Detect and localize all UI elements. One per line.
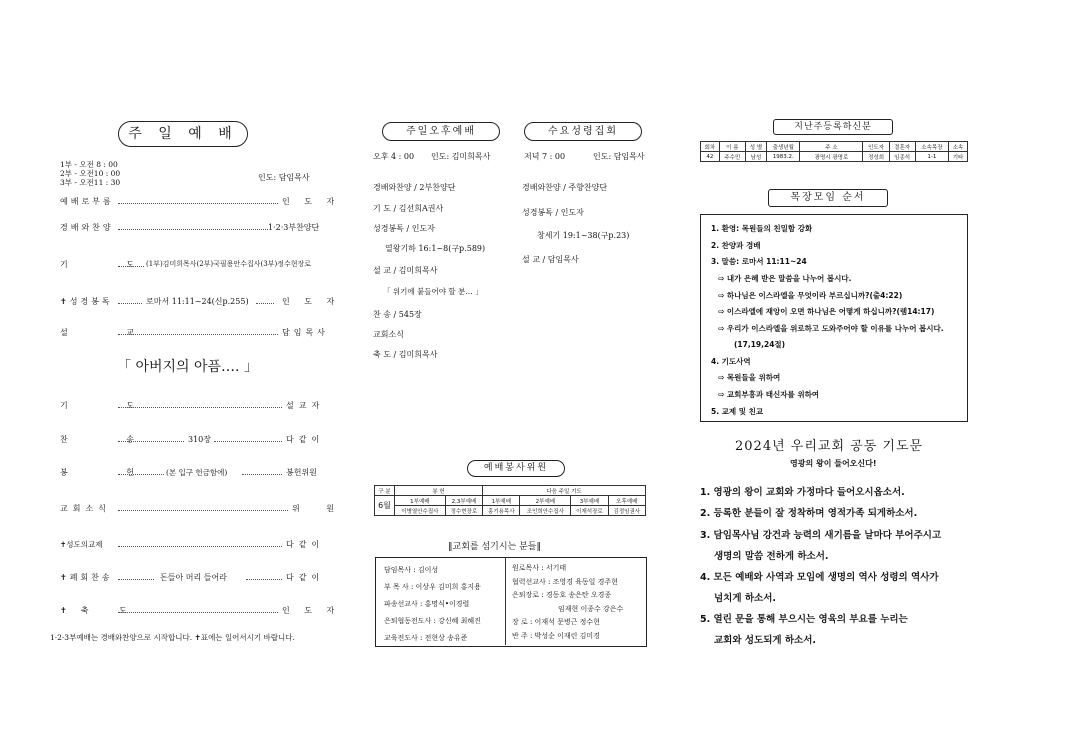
order-right: 다같이 [286, 540, 325, 549]
order-mid: 돈들아 머리 들어라 [160, 573, 227, 582]
cell-item: 3. 말씀: 로마서 11:11~24 [711, 257, 807, 266]
order-right: 다같이 [286, 573, 325, 582]
dotted-leader [118, 266, 144, 267]
dotted-leader [256, 303, 274, 304]
staff-line: 협력선교사 : 조영경 육동일 경주현 [512, 577, 618, 586]
dotted-leader [118, 407, 282, 408]
dotted-leader [118, 203, 278, 204]
pm-order-item: 찬 송 / 545장 [373, 310, 422, 319]
order-right: 담임목사 [282, 328, 329, 337]
wed-leader: 인도: 담임목사 [593, 152, 645, 161]
prayer-line: 생명의 말씀 전하게 하소서. [714, 551, 829, 562]
pm-leader: 인도: 김미희목사 [431, 152, 491, 161]
cell-meeting-title: 목장모임 순서 [768, 189, 888, 207]
dotted-leader [118, 579, 154, 580]
sub-cell: 1부예배 [483, 496, 520, 506]
staff-line: 은퇴협동전도사 : 강신혜 최혜진 [384, 617, 481, 625]
order-right: 다같이 [286, 435, 325, 444]
newcomer-header: 소속 [949, 142, 968, 152]
order-right: 설교자 [286, 401, 325, 410]
order-label: ✝성경봉독 [60, 297, 113, 306]
dotted-leader [118, 612, 278, 613]
cell-item: ⇨ 이스라엘에 재앙이 오면 하나님은 어떻게 하십니까?(렘14:17) [718, 307, 935, 316]
prayer-title: 2024년 우리교회 공동 기도문 [735, 439, 924, 454]
prayer-line: 교회와 성도되게 하소서. [714, 635, 816, 646]
order-right: 인 도 자 [282, 297, 341, 306]
sunday-service-title: 주 일 예 배 [118, 121, 248, 147]
sub-cell: 2부예배 [520, 496, 571, 506]
header-cell: 구 분 [375, 486, 395, 496]
newcomer-cell: 1983.2. [767, 152, 800, 162]
order-label: ✝축 도 [60, 606, 141, 615]
order-label: 기 도 [60, 401, 162, 410]
afternoon-service-title: 주일오후예배 [382, 122, 500, 141]
staff-right-list [512, 562, 623, 643]
wednesday-service-title: 수요성령집회 [524, 122, 642, 141]
newcomer-header: 소속목장 [915, 142, 948, 152]
cell-item: 1. 환영: 목원들의 친밀함 강화 [711, 224, 813, 233]
prayer-line: 3. 담임목사님 강건과 능력의 새기름을 날마다 부어주시고 [700, 530, 942, 541]
order-label: 교회소식 [60, 504, 111, 513]
pm-order-item: 열왕기하 16:1~8(구p.589) [385, 244, 486, 253]
cell-item: 5. 교제 및 친교 [711, 407, 764, 416]
time-2: 2부 - 오전10 : 00 [60, 169, 121, 178]
staff-divider [505, 557, 506, 645]
cell-item: 4. 기도사역 [711, 357, 751, 366]
header-cell: 다음 주일 기도 [483, 486, 646, 496]
order-mid: (1부)김미희목사(2부)국필용안수집사(3부)정수현장로 [146, 260, 311, 268]
order-label: ✝폐회찬송 [60, 573, 113, 582]
sub-cell: 2,3부예배 [445, 496, 482, 506]
sub-cell: 3부예배 [571, 496, 608, 506]
order-mid: 310장 [188, 435, 211, 444]
newcomer-cell: 42 [701, 152, 720, 162]
dotted-leader [118, 334, 278, 335]
pm-order-item: 설 교 / 김미희목사 [373, 266, 438, 275]
cell-item: ⇨ 우리가 이스라엘을 위로하고 도와주어야 할 이유를 나누어 봅시다. [718, 324, 944, 333]
newcomer-cell: 기타 [949, 152, 968, 162]
sunday-leader: 인도: 담임목사 [258, 173, 310, 182]
staff-title: ‖교회를 섬기시는 분들‖ [448, 542, 541, 552]
prayer-line: 1. 영광의 왕이 교회와 가정마다 들어오시옵소서. [700, 487, 905, 498]
order-right: 위 원 [292, 504, 346, 513]
newcomer-cell: 주수민 [719, 152, 745, 162]
prayer-line: 2. 등록한 분들이 잘 정착하며 영적가족 되게하소서. [700, 508, 918, 519]
newcomer-header: 출생년월 [767, 142, 800, 152]
newcomer-header: 이 름 [719, 142, 745, 152]
staff-title-text: 교회를 섬기시는 분들 [452, 542, 537, 552]
order-mid: (본 입구 헌금함에) [166, 468, 228, 477]
wed-order-item: 설 교 / 담임목사 [522, 255, 579, 264]
newcomer-cell: 1-1 [915, 152, 948, 162]
order-label: 경배와찬양 [60, 223, 114, 232]
staff-line: 임재현 이종수 강은수 [558, 604, 624, 613]
cell-item: 2. 찬양과 경배 [711, 241, 761, 250]
pm-order-item: 축 도 / 김미희목사 [373, 350, 438, 359]
newcomers-title: 지난주등록하신분 [773, 119, 893, 135]
service-volunteers-title: 예배봉사위원 [467, 460, 565, 477]
prayer-line: 4. 모든 예배와 사역과 모임에 생명의 역사 성령의 역사가 [700, 572, 939, 583]
prayer-line: 5. 열린 문을 통해 부으시는 영육의 부요를 누리는 [700, 614, 908, 625]
staff-line: 장 로 : 이재석 문병근 정수현 [512, 618, 600, 626]
order-right: 인 도 자 [282, 197, 341, 206]
dotted-leader [214, 441, 282, 442]
order-label: 예배로부름 [60, 197, 114, 206]
order-label: ✝성도의교제 [60, 540, 103, 549]
cell-item: ⇨ 목원들을 위하여 [718, 373, 781, 382]
dotted-leader [118, 229, 268, 230]
prayer-line: 넘치게 하소서. [714, 593, 776, 604]
time-1: 1부 - 오전 8 : 00 [60, 160, 118, 169]
cell-item: ⇨ 내가 은혜 받은 말씀을 나누어 봅시다. [718, 274, 852, 283]
newcomer-header: 주 소 [800, 142, 863, 152]
staff-line: 원로목사 : 서기태 [512, 564, 567, 572]
dotted-leader [118, 303, 142, 304]
staff-line: 파송선교사 : 홍명식•이경렬 [384, 600, 470, 608]
time-3: 3부 - 오전11 : 30 [60, 178, 121, 187]
name-cell: 이재석장로 [571, 506, 608, 516]
newcomer-cell: 정성희 [863, 152, 889, 162]
sermon-title: 「 아버지의 아픔…. 」 [117, 359, 258, 375]
name-cell: 김정임권사 [608, 506, 645, 516]
newcomer-cell: 광명시 광명로 [800, 152, 863, 162]
wed-order-item: 성경봉독 / 인도자 [522, 208, 584, 217]
dotted-leader [118, 441, 184, 442]
cell-item: ⇨ 하나님은 이스라엘을 무엇이라 부르십니까?(출4:22) [718, 291, 903, 300]
newcomer-cell: 임종석 [889, 152, 915, 162]
sub-cell: 오후예배 [608, 496, 645, 506]
month-cell: 6월 [375, 496, 395, 516]
pm-order-item: 교회소식 [373, 330, 404, 339]
prayer-subtitle: 영광의 왕이 들어오신다! [790, 459, 877, 468]
header-cell: 봉 헌 [394, 486, 482, 496]
dotted-leader [242, 474, 282, 475]
name-cell: 조인희안수집사 [520, 506, 571, 516]
staff-line: 은퇴장로 : 경동호 송은탄 오경종 [512, 591, 612, 599]
sub-cell: 1부예배 [394, 496, 445, 506]
service-times [60, 160, 120, 187]
volunteers-table [374, 485, 646, 516]
pm-order-item: 기 도 / 김선희A권사 [373, 204, 444, 213]
dotted-leader [118, 510, 288, 511]
wed-time: 저녁 7 : 00 [524, 152, 566, 161]
order-right: 봉헌위원 [286, 468, 317, 477]
newcomer-cell: 남성 [745, 152, 766, 162]
newcomer-header: 결혼자 [889, 142, 915, 152]
name-cell: 홍기용목사 [483, 506, 520, 516]
newcomer-header: 성 별 [745, 142, 766, 152]
name-cell: 정수현장로 [445, 506, 482, 516]
dotted-leader [118, 474, 164, 475]
order-right: 인 도 자 [282, 606, 341, 615]
newcomers-table [700, 141, 968, 162]
footnote: 1·2·3부예배는 경배와찬양으로 시작합니다. ✝표에는 일어서시기 바랍니다. [50, 633, 295, 642]
pm-time: 오후 4 : 00 [373, 152, 415, 161]
order-label: 설 교 [60, 328, 162, 337]
staff-line: 부 목 사 : 이상우 김미희 홍지용 [384, 583, 481, 591]
order-right: 1·2·3부찬양단 [268, 223, 320, 232]
name-cell: 이병열안수집사 [394, 506, 445, 516]
order-mid: 로마서 11:11~24(신p.255) [146, 297, 249, 306]
order-label: 찬 송 [60, 435, 162, 444]
newcomer-header: 회차 [701, 142, 720, 152]
dotted-leader [118, 546, 282, 547]
cell-item: ⇨ 교회부흥과 태신자를 위하여 [718, 390, 820, 399]
staff-line: 교육전도사 : 전현상 송유준 [384, 634, 468, 642]
cell-item: (17,19,24절) [734, 340, 786, 349]
pm-order-item: 경배와찬양 / 2부찬양단 [373, 183, 456, 192]
staff-line: 담임목사 : 김이성 [384, 566, 439, 574]
newcomer-header: 인도자 [863, 142, 889, 152]
dotted-leader [246, 579, 282, 580]
order-label: 기 도 [60, 260, 162, 269]
staff-left-list [384, 562, 481, 647]
wed-order-item: 창세기 19:1~38(구p.23) [537, 231, 630, 240]
pm-order-item: 성경봉독 / 인도자 [373, 224, 435, 233]
wed-order-item: 경배와찬양 / 주향찬양단 [522, 183, 608, 192]
staff-line: 반 주 : 박성순 이재린 김미경 [512, 631, 600, 640]
order-label: 봉 헌 [60, 468, 162, 477]
pm-order-item: 「 위기에 붙들어야 할 분… 」 [383, 287, 483, 296]
